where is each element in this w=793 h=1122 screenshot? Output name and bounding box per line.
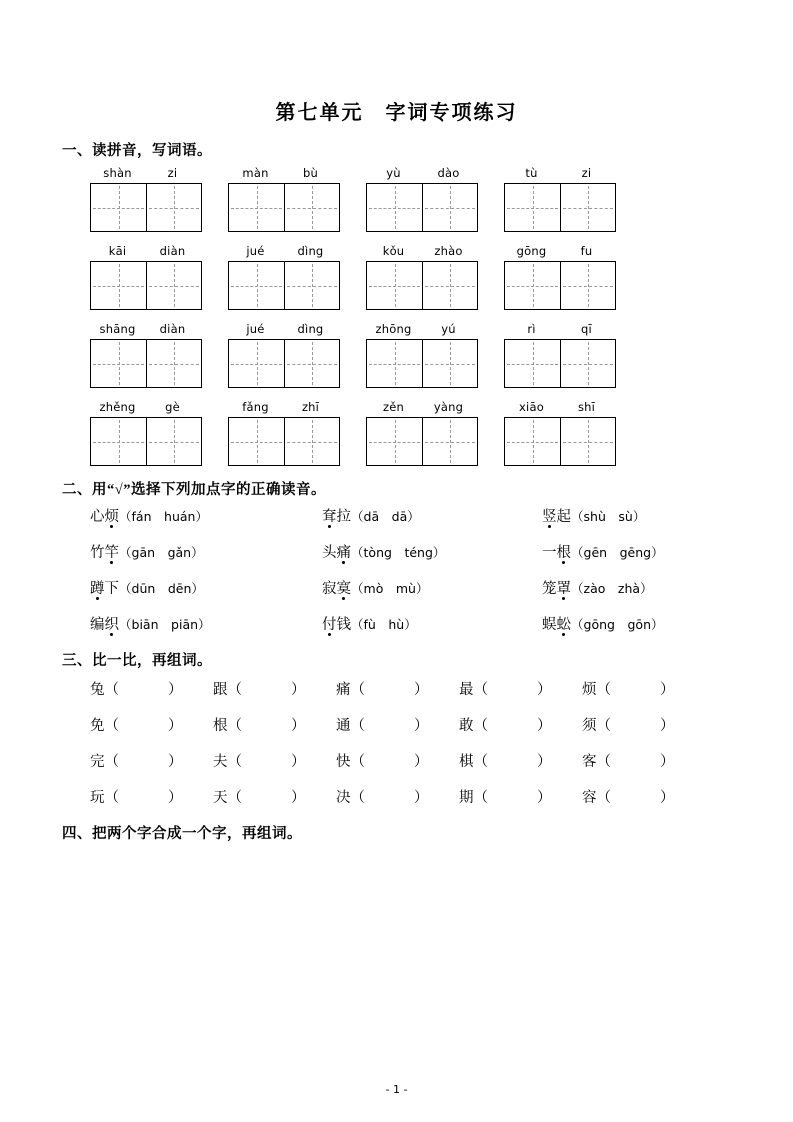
compare-char: 最（ bbox=[459, 682, 488, 698]
compare-item[interactable] bbox=[582, 714, 705, 735]
compare-item[interactable] bbox=[213, 714, 336, 735]
pinyin-line bbox=[90, 166, 202, 180]
compare-char: 兔（ bbox=[90, 682, 119, 698]
tianzige-box[interactable] bbox=[366, 261, 478, 310]
compare-close-paren: ） bbox=[537, 682, 552, 698]
pinyin-syllable: màn bbox=[242, 166, 269, 180]
choice-word: 蜈蚣 bbox=[542, 617, 571, 633]
compare-close-paren: ） bbox=[414, 790, 429, 806]
tianzige-box[interactable] bbox=[504, 339, 616, 388]
word-block bbox=[90, 244, 202, 310]
tianzige-cell[interactable] bbox=[146, 418, 201, 465]
choice-options[interactable]: （fù hù） bbox=[351, 617, 417, 632]
compare-item[interactable] bbox=[582, 786, 705, 807]
pinyin-row bbox=[62, 400, 731, 466]
pinyin-syllable: yú bbox=[441, 322, 456, 336]
choice-item[interactable] bbox=[542, 613, 722, 634]
compare-char: 决（ bbox=[336, 790, 365, 806]
section-3-heading: 三、比一比，再组词。 bbox=[62, 653, 212, 669]
choice-options[interactable]: （gān gǎn） bbox=[119, 545, 204, 560]
choice-word: 付钱 bbox=[322, 617, 351, 633]
compare-words-area bbox=[62, 678, 731, 807]
compare-item[interactable] bbox=[90, 678, 213, 699]
compare-char: 须（ bbox=[582, 718, 611, 734]
compare-char: 敢（ bbox=[459, 718, 488, 734]
choice-options[interactable]: （zào zhà） bbox=[571, 581, 653, 596]
compare-item[interactable] bbox=[90, 714, 213, 735]
compare-item[interactable] bbox=[336, 786, 459, 807]
compare-item[interactable] bbox=[336, 678, 459, 699]
pinyin-syllable: zhào bbox=[434, 244, 463, 258]
compare-close-paren: ） bbox=[168, 682, 183, 698]
pinyin-line bbox=[228, 322, 340, 336]
tianzige-cell[interactable] bbox=[229, 184, 284, 231]
compare-item[interactable] bbox=[336, 750, 459, 771]
word-block bbox=[366, 166, 478, 232]
compare-item[interactable] bbox=[582, 678, 705, 699]
tianzige-box[interactable] bbox=[90, 339, 202, 388]
compare-item[interactable] bbox=[213, 678, 336, 699]
choice-item[interactable] bbox=[90, 541, 322, 562]
compare-close-paren: ） bbox=[291, 754, 306, 770]
pinyin-line bbox=[504, 166, 616, 180]
pinyin-syllable: bù bbox=[303, 166, 318, 180]
pinyin-syllable: dìng bbox=[297, 244, 324, 258]
tianzige-cell[interactable] bbox=[91, 340, 146, 387]
pinyin-syllable: zhī bbox=[301, 400, 320, 414]
pinyin-row bbox=[62, 322, 731, 388]
compare-char: 快（ bbox=[336, 754, 365, 770]
choice-word: 一根 bbox=[542, 545, 571, 561]
choice-word: 蹲下 bbox=[90, 581, 119, 597]
compare-close-paren: ） bbox=[168, 754, 183, 770]
pinyin-syllable: diàn bbox=[159, 244, 186, 258]
choice-word: 竖起 bbox=[542, 509, 571, 525]
choice-item[interactable] bbox=[322, 541, 542, 562]
compare-close-paren: ） bbox=[291, 718, 306, 734]
choice-word: 编织 bbox=[90, 617, 119, 633]
word-block bbox=[90, 322, 202, 388]
tianzige-cell[interactable] bbox=[229, 262, 284, 309]
word-block bbox=[504, 244, 616, 310]
tianzige-cell[interactable] bbox=[367, 184, 422, 231]
compare-item[interactable] bbox=[90, 750, 213, 771]
pinyin-syllable: tù bbox=[525, 166, 538, 180]
compare-char: 痛（ bbox=[336, 682, 365, 698]
pinyin-line bbox=[90, 322, 202, 336]
compare-char: 天（ bbox=[213, 790, 242, 806]
tianzige-cell[interactable] bbox=[505, 418, 560, 465]
tianzige-cell[interactable] bbox=[367, 340, 422, 387]
compare-close-paren: ） bbox=[660, 682, 675, 698]
choice-options[interactable]: （fán huán） bbox=[119, 509, 208, 524]
compare-close-paren: ） bbox=[168, 790, 183, 806]
tianzige-cell[interactable] bbox=[284, 418, 339, 465]
pinyin-line bbox=[366, 322, 478, 336]
pinyin-syllable: jué bbox=[246, 244, 265, 258]
compare-item[interactable] bbox=[336, 714, 459, 735]
choice-item[interactable] bbox=[90, 505, 322, 526]
choice-options[interactable]: （dā dā） bbox=[351, 509, 420, 524]
pinyin-row bbox=[62, 244, 731, 310]
choice-options[interactable]: （gōng gōn） bbox=[571, 617, 664, 632]
word-block bbox=[504, 322, 616, 388]
compare-item[interactable] bbox=[582, 750, 705, 771]
pinyin-syllable: shāng bbox=[99, 322, 136, 336]
tianzige-box[interactable] bbox=[228, 261, 340, 310]
pinyin-syllable: zi bbox=[167, 166, 178, 180]
compare-char: 根（ bbox=[213, 718, 242, 734]
tianzige-cell[interactable] bbox=[505, 340, 560, 387]
tianzige-box[interactable] bbox=[504, 261, 616, 310]
compare-char: 通（ bbox=[336, 718, 365, 734]
choice-options[interactable]: （biān piān） bbox=[119, 617, 211, 632]
choice-item[interactable] bbox=[90, 577, 322, 598]
compare-char: 棋（ bbox=[459, 754, 488, 770]
compare-close-paren: ） bbox=[660, 754, 675, 770]
tianzige-cell[interactable] bbox=[284, 340, 339, 387]
pinyin-line bbox=[228, 400, 340, 414]
choice-item[interactable] bbox=[90, 613, 322, 634]
tianzige-box[interactable] bbox=[90, 417, 202, 466]
tianzige-cell[interactable] bbox=[284, 184, 339, 231]
word-block bbox=[504, 166, 616, 232]
pinyin-syllable: fǎng bbox=[242, 400, 269, 414]
pinyin-syllable: gōng bbox=[516, 244, 547, 258]
tianzige-cell[interactable] bbox=[367, 262, 422, 309]
pinyin-syllable: yàng bbox=[433, 400, 464, 414]
tianzige-cell[interactable] bbox=[422, 340, 477, 387]
tianzige-cell[interactable] bbox=[146, 262, 201, 309]
tianzige-cell[interactable] bbox=[560, 262, 615, 309]
word-block bbox=[90, 166, 202, 232]
choice-options[interactable]: （mò mù） bbox=[351, 581, 429, 596]
word-block bbox=[228, 322, 340, 388]
tianzige-cell[interactable] bbox=[146, 184, 201, 231]
section-1-heading: 一、读拼音，写词语。 bbox=[62, 143, 212, 159]
pinyin-line bbox=[228, 244, 340, 258]
choice-word: 心烦 bbox=[90, 509, 119, 525]
choice-item[interactable] bbox=[322, 577, 542, 598]
tianzige-cell[interactable] bbox=[560, 340, 615, 387]
pinyin-line bbox=[366, 400, 478, 414]
pinyin-line bbox=[366, 244, 478, 258]
tianzige-cell[interactable] bbox=[91, 262, 146, 309]
pinyin-syllable: zhōng bbox=[375, 322, 412, 336]
choice-word: 竹竿 bbox=[90, 545, 119, 561]
choice-word: 寂寞 bbox=[322, 581, 351, 597]
compare-close-paren: ） bbox=[660, 790, 675, 806]
page-number: - 1 - bbox=[385, 1083, 408, 1096]
tianzige-box[interactable] bbox=[90, 183, 202, 232]
compare-row bbox=[90, 714, 731, 735]
compare-char: 烦（ bbox=[582, 682, 611, 698]
tianzige-cell[interactable] bbox=[560, 184, 615, 231]
compare-char: 免（ bbox=[90, 718, 119, 734]
pinyin-row bbox=[62, 166, 731, 232]
compare-close-paren: ） bbox=[414, 754, 429, 770]
tianzige-box[interactable] bbox=[90, 261, 202, 310]
tianzige-box[interactable] bbox=[366, 417, 478, 466]
pinyin-syllable: shàn bbox=[103, 166, 132, 180]
tianzige-cell[interactable] bbox=[505, 184, 560, 231]
pinyin-line bbox=[504, 400, 616, 414]
compare-row bbox=[90, 786, 731, 807]
tianzige-cell[interactable] bbox=[505, 262, 560, 309]
pinyin-syllable: jué bbox=[246, 322, 265, 336]
choice-item[interactable] bbox=[322, 505, 542, 526]
compare-item[interactable] bbox=[459, 786, 582, 807]
compare-close-paren: ） bbox=[537, 790, 552, 806]
tianzige-cell[interactable] bbox=[422, 184, 477, 231]
word-block bbox=[504, 400, 616, 466]
word-block bbox=[366, 322, 478, 388]
pinyin-syllable: dào bbox=[437, 166, 460, 180]
compare-item[interactable] bbox=[90, 786, 213, 807]
tianzige-cell[interactable] bbox=[422, 262, 477, 309]
word-block bbox=[90, 400, 202, 466]
pinyin-syllable: zi bbox=[581, 166, 592, 180]
compare-close-paren: ） bbox=[537, 718, 552, 734]
tianzige-box[interactable] bbox=[504, 417, 616, 466]
choice-item[interactable] bbox=[322, 613, 542, 634]
page-title: 第七单元 字词专项练习 bbox=[275, 102, 518, 124]
compare-close-paren: ） bbox=[291, 682, 306, 698]
choice-item[interactable] bbox=[542, 541, 722, 562]
compare-item[interactable] bbox=[459, 750, 582, 771]
compare-close-paren: ） bbox=[414, 718, 429, 734]
choice-row bbox=[90, 613, 731, 634]
section-2-heading: 二、用“√”选择下列加点字的正确读音。 bbox=[62, 482, 326, 498]
compare-item[interactable] bbox=[213, 786, 336, 807]
pinyin-syllable: diàn bbox=[159, 322, 186, 336]
compare-item[interactable] bbox=[459, 678, 582, 699]
pinyin-syllable: yù bbox=[386, 166, 401, 180]
compare-char: 玩（ bbox=[90, 790, 119, 806]
choice-item[interactable] bbox=[542, 577, 722, 598]
choice-row bbox=[90, 505, 731, 526]
choice-options[interactable]: （tòng téng） bbox=[351, 545, 446, 560]
compare-char: 期（ bbox=[459, 790, 488, 806]
pinyin-syllable: xiāo bbox=[519, 400, 544, 414]
tianzige-cell[interactable] bbox=[91, 418, 146, 465]
tianzige-cell[interactable] bbox=[91, 184, 146, 231]
tianzige-cell[interactable] bbox=[146, 340, 201, 387]
compare-item[interactable] bbox=[459, 714, 582, 735]
compare-close-paren: ） bbox=[660, 718, 675, 734]
tianzige-cell[interactable] bbox=[367, 418, 422, 465]
pinyin-line bbox=[90, 244, 202, 258]
tianzige-cell[interactable] bbox=[229, 418, 284, 465]
compare-item[interactable] bbox=[213, 750, 336, 771]
choice-word: 笼罩 bbox=[542, 581, 571, 597]
pinyin-syllable: kǒu bbox=[382, 244, 405, 258]
choice-item[interactable] bbox=[542, 505, 722, 526]
compare-close-paren: ） bbox=[168, 718, 183, 734]
tianzige-box[interactable] bbox=[228, 183, 340, 232]
pinyin-line bbox=[228, 166, 340, 180]
tianzige-cell[interactable] bbox=[284, 262, 339, 309]
choice-word: 头痛 bbox=[322, 545, 351, 561]
tianzige-box[interactable] bbox=[228, 339, 340, 388]
tianzige-box[interactable] bbox=[504, 183, 616, 232]
tianzige-cell[interactable] bbox=[560, 418, 615, 465]
pinyin-syllable: gè bbox=[165, 400, 180, 414]
pinyin-syllable: qī bbox=[581, 322, 592, 336]
choice-options[interactable]: （shù sù） bbox=[571, 509, 646, 524]
tianzige-box[interactable] bbox=[366, 183, 478, 232]
compare-char: 容（ bbox=[582, 790, 611, 806]
choice-row bbox=[90, 577, 731, 598]
word-block bbox=[366, 400, 478, 466]
word-block bbox=[228, 400, 340, 466]
section-4-heading: 四、把两个字合成一个字，再组词。 bbox=[62, 826, 302, 842]
tianzige-cell[interactable] bbox=[229, 340, 284, 387]
choice-options[interactable]: （dūn dēn） bbox=[119, 581, 204, 596]
compare-row bbox=[90, 750, 731, 771]
pronunciation-choice-area bbox=[62, 505, 731, 634]
compare-row bbox=[90, 678, 731, 699]
tianzige-box[interactable] bbox=[228, 417, 340, 466]
compare-char: 完（ bbox=[90, 754, 119, 770]
pinyin-syllable: shī bbox=[577, 400, 596, 414]
choice-options[interactable]: （gēn gēng） bbox=[571, 545, 664, 560]
pinyin-syllable: dìng bbox=[297, 322, 324, 336]
compare-char: 跟（ bbox=[213, 682, 242, 698]
word-block bbox=[228, 166, 340, 232]
compare-close-paren: ） bbox=[414, 682, 429, 698]
tianzige-cell[interactable] bbox=[422, 418, 477, 465]
choice-word: 耷拉 bbox=[322, 509, 351, 525]
compare-char: 夫（ bbox=[213, 754, 242, 770]
word-block bbox=[366, 244, 478, 310]
pinyin-line bbox=[504, 244, 616, 258]
pinyin-syllable: fu bbox=[580, 244, 593, 258]
pinyin-syllable: rì bbox=[527, 322, 536, 336]
tianzige-box[interactable] bbox=[366, 339, 478, 388]
pinyin-line bbox=[504, 322, 616, 336]
pinyin-line bbox=[366, 166, 478, 180]
compare-close-paren: ） bbox=[291, 790, 306, 806]
pinyin-line bbox=[90, 400, 202, 414]
compare-char: 客（ bbox=[582, 754, 611, 770]
compare-close-paren: ） bbox=[537, 754, 552, 770]
pinyin-syllable: zhěng bbox=[99, 400, 136, 414]
pinyin-syllable: zěn bbox=[382, 400, 404, 414]
word-block bbox=[228, 244, 340, 310]
choice-row bbox=[90, 541, 731, 562]
pinyin-writing-area bbox=[62, 166, 731, 466]
pinyin-syllable: kāi bbox=[108, 244, 127, 258]
